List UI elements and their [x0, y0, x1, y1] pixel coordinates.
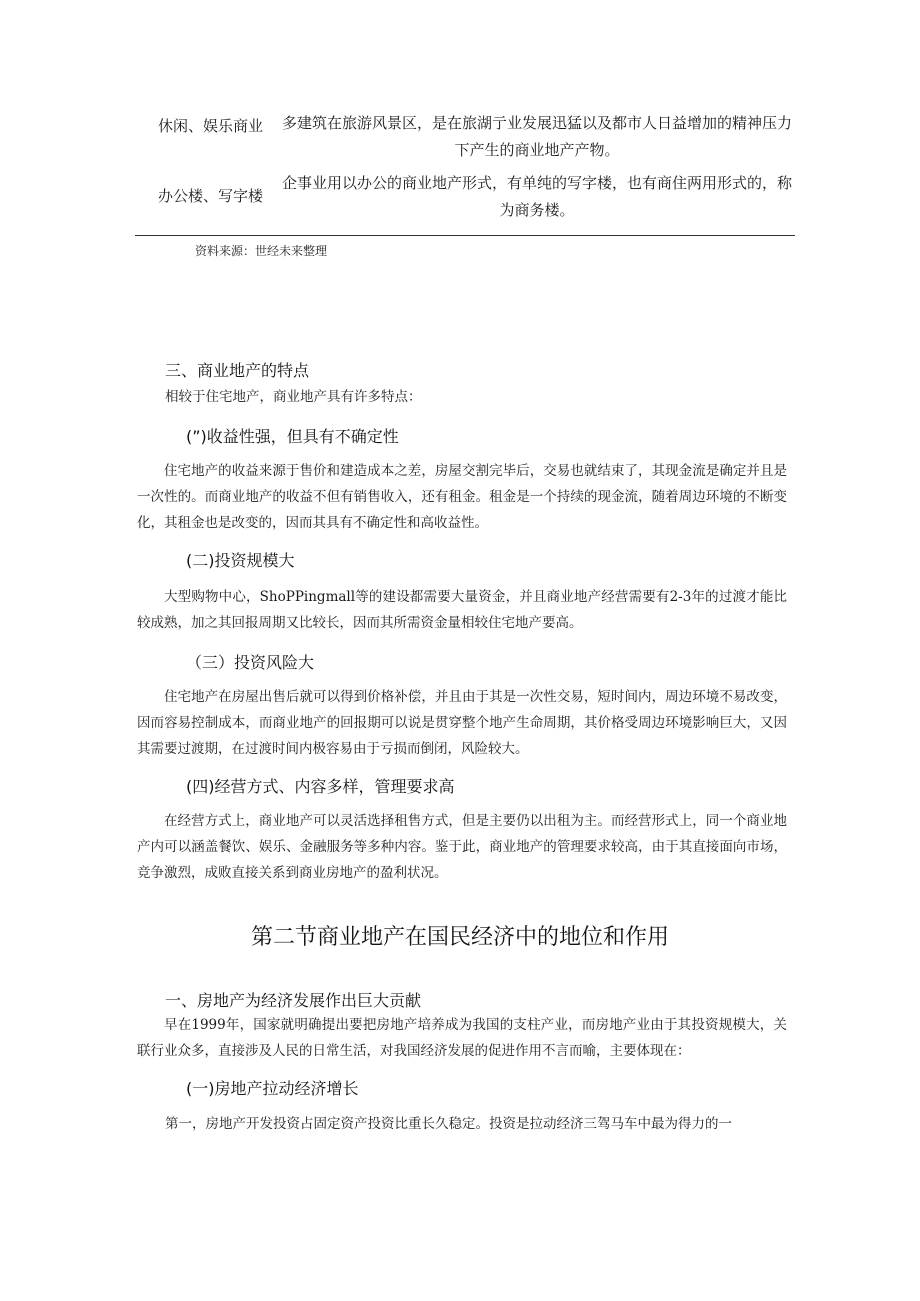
table-bottom-rule [135, 235, 795, 236]
table-type-cell: 办公楼、写字楼 [158, 187, 264, 205]
subsection-heading: (”)收益性强，但具有不确定性 [186, 427, 399, 446]
table-description-cell: 多建筑在旅游风景区，是在旅湖亍业发展迅猛以及都市人日益增加的精神压力下产生的商业地产产物。 [282, 114, 793, 159]
subsection-heading: （三）投资风险大 [186, 653, 315, 672]
table-source-note: 资料来源：世经未来整理 [195, 244, 328, 258]
subsection-heading: (四)经营方式、内容多样，管理要求高 [186, 777, 455, 796]
section-heading: 三、商业地产的特点 [165, 361, 310, 380]
section-heading: 一、房地产为经济发展作出巨大贡献 [165, 991, 422, 1010]
subsection-heading: (二)投资规模大 [186, 551, 295, 570]
paragraph: 大型购物中心，ShoPPingmall等的建设都需要大量资金，并且商业地产经营需要有2-3年的过渡才能比较成熟，加之其回报周期又比较长，因而其所需资金量相较住宅地产要高。 [137, 589, 787, 631]
subsection-heading: (一)房地产拉动经济增长 [186, 1079, 359, 1098]
paragraph: 早在1999年，国家就明确提出要把房地产培养成为我国的支柱产业，而房地产业由于其投资规模大，关联行业众多，直接涉及人民的日常生活，对我国经济发展的促进作用不言而喻，主要体现在： [137, 1017, 787, 1059]
table-type-cell: 休闲、娱乐商业 [158, 117, 264, 135]
paragraph: 第一，房地产开发投资占固定资产投资比重长久稳定。投资是拉动经济三驾马车中最为得力的一 [165, 1116, 732, 1132]
section-intro: 相较于住宅地产，商业地产具有许多特点： [165, 389, 422, 405]
chapter-title: 第二节商业地产在国民经济中的地位和作用 [250, 925, 669, 950]
paragraph: 住宅地产的收益来源于售价和建造成本之差，房屋交割完毕后，交易也就结束了，其现金流是确定并且是一次性的。而商业地产的收益不但有销售收入，还有租金。租金是一个持续的现金流，随着周边环境的不断变化，其租金也是改变的，因而其具有不确定性和高收益性。 [137, 463, 787, 531]
paragraph: 在经营方式上，商业地产可以灵活选择租售方式，但是主要仍以出租为主。而经营形式上，同一个商业地产内可以涵盖餐饮、娱乐、金融服务等多种内容。鉴于此，商业地产的管理要求较高，由于其直接面向市场，竞争激烈，成败直接关系到商业房地产的盈利状况。 [137, 813, 787, 881]
table-description-cell: 企事业用以办公的商业地产形式，有单纯的写字楼，也有商住两用形式的，称为商务楼。 [282, 174, 793, 219]
paragraph: 住宅地产在房屋出售后就可以得到价格补偿，并且由于其是一次性交易，短时间内，周边环境不易改变，因而容易控制成本，而商业地产的回报期可以说是贯穿整个地产生命周期，其价格受周边环境影响巨大，又因其需要过渡期，在过渡时间内极容易由于亏损而倒闭，风险较大。 [137, 689, 787, 757]
